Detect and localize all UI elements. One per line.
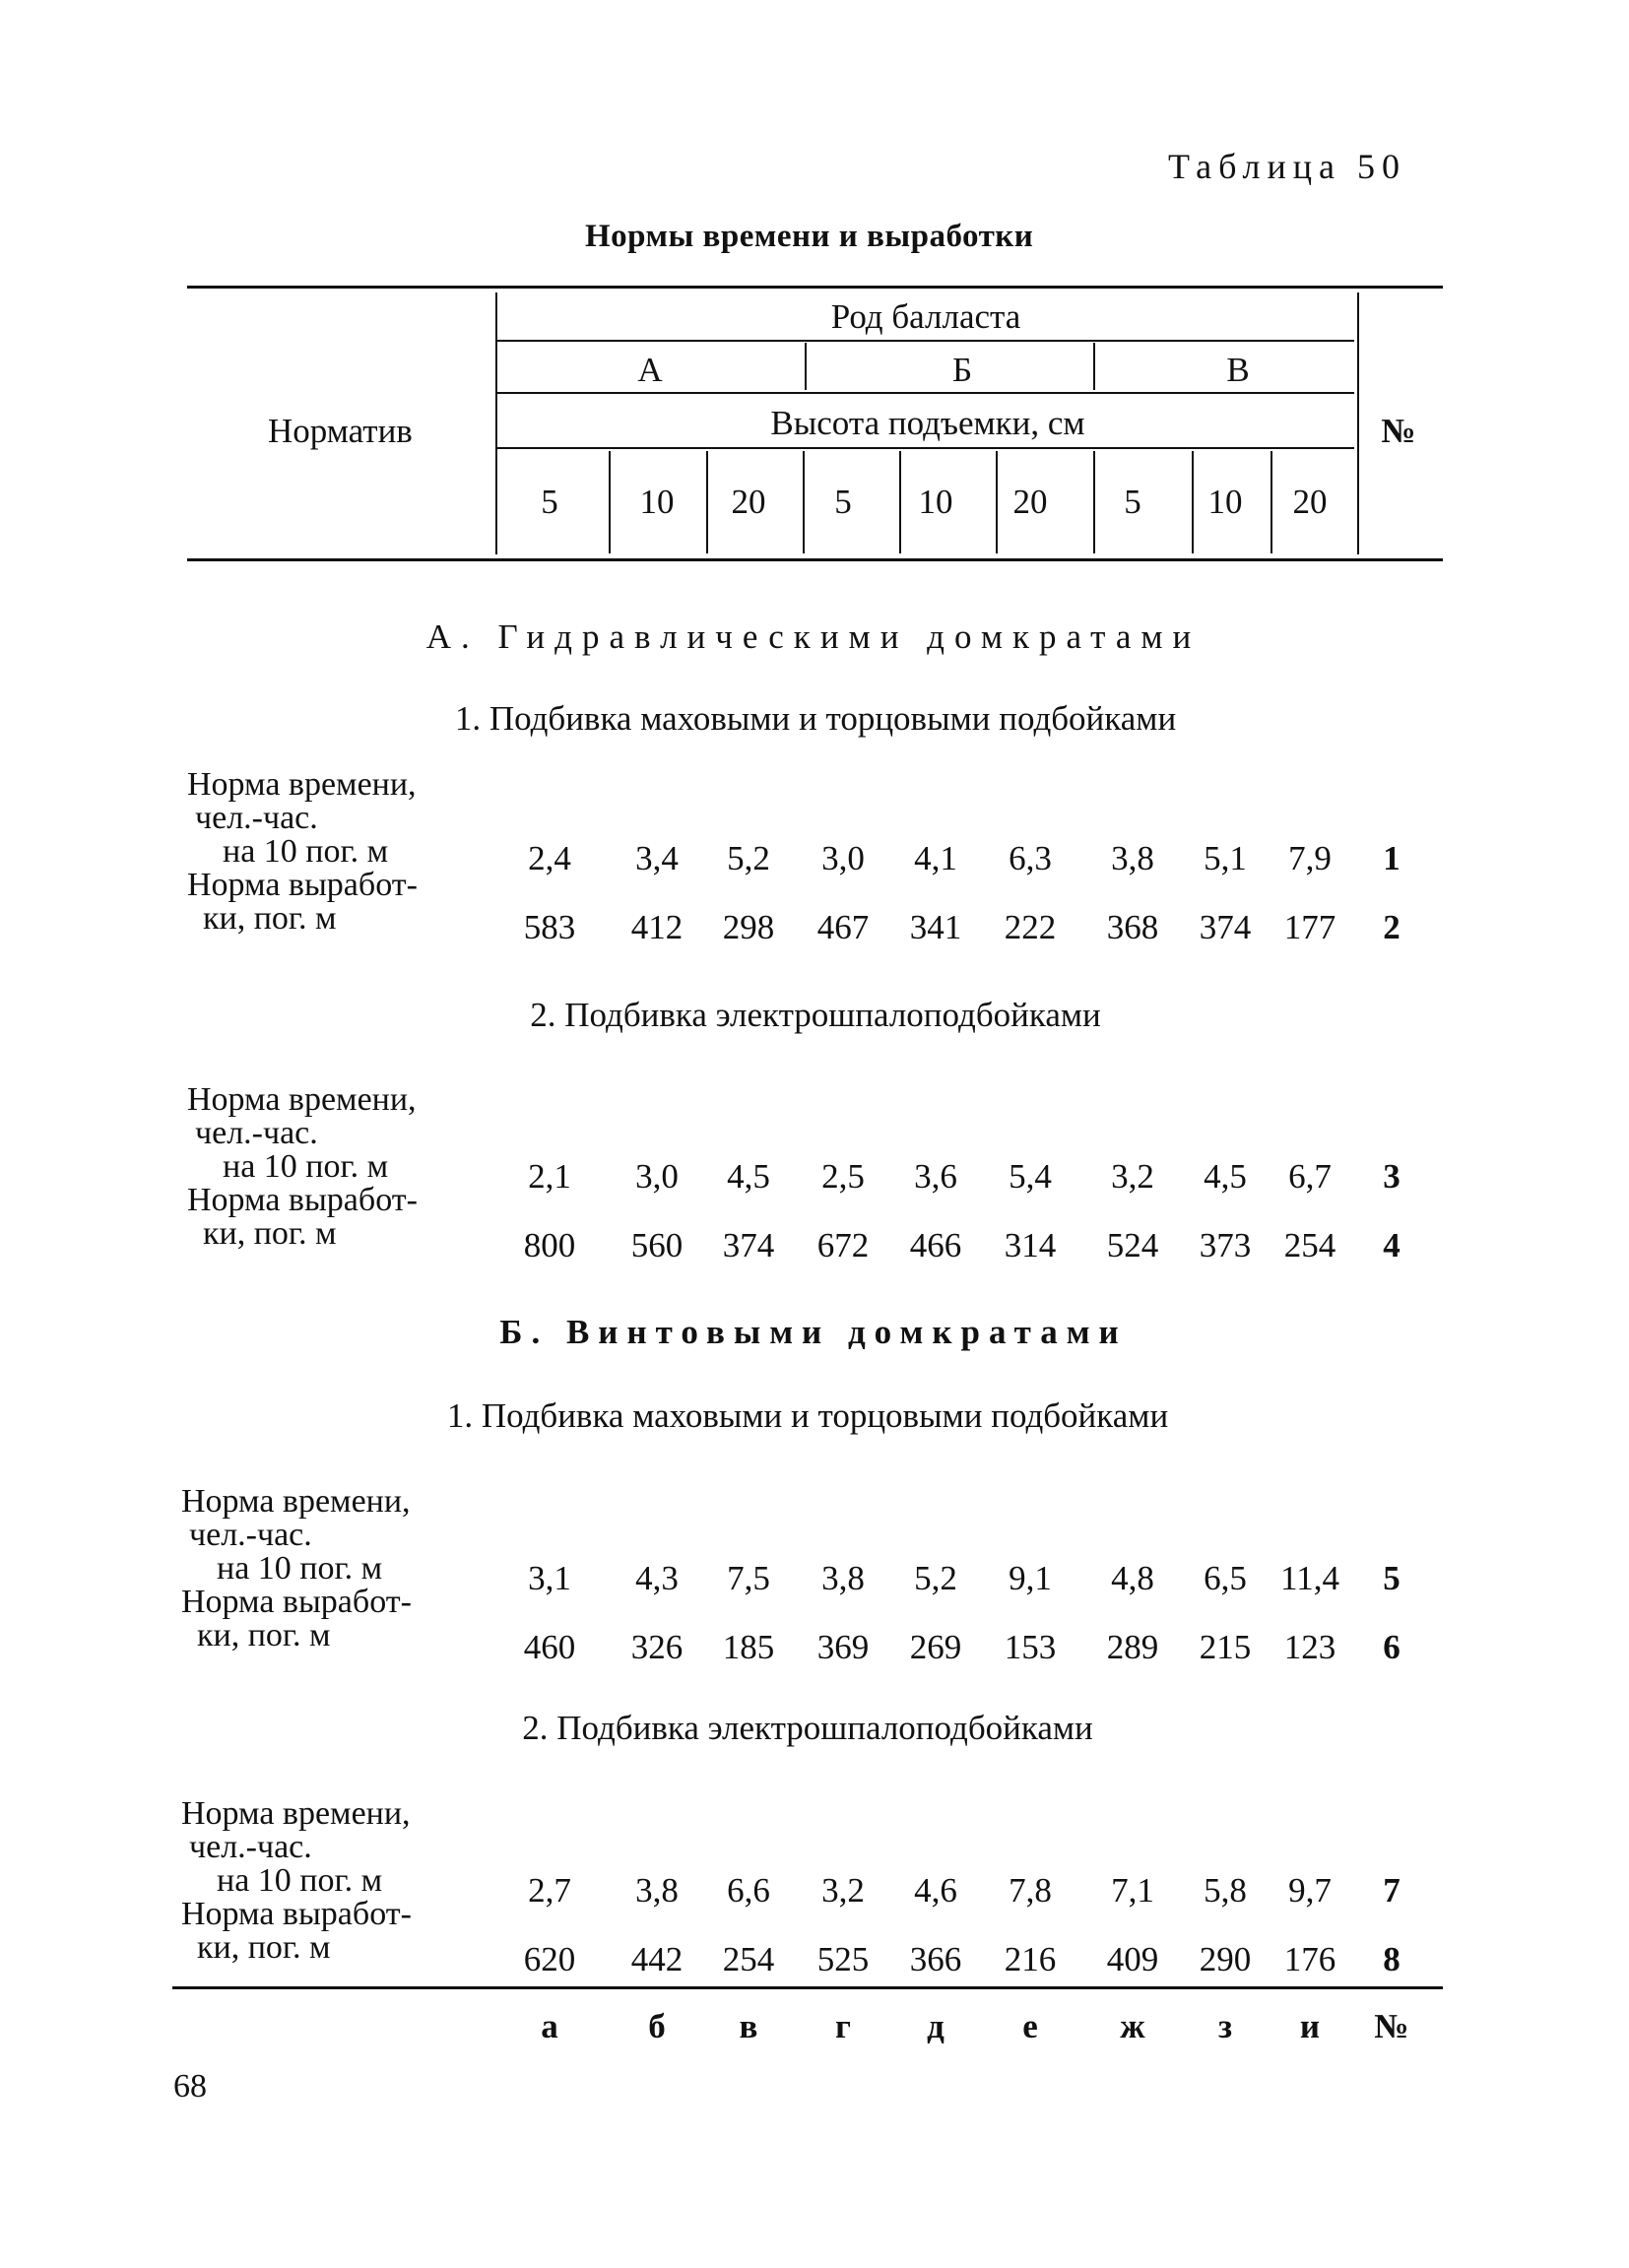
lift-height-rule: [497, 447, 1354, 449]
height-value: 5: [834, 483, 852, 521]
height-divider: [899, 451, 901, 553]
footer-rule: [172, 1986, 1443, 1989]
time-norm-value: 9,7: [1288, 1871, 1332, 1910]
column-letter: а: [541, 2007, 558, 2045]
header-bottom-rule: [187, 558, 1443, 561]
time-norm-value: 2,7: [528, 1871, 571, 1910]
output-norm-label: Норма выработ-: [187, 1182, 418, 1218]
row-number: 4: [1383, 1226, 1401, 1264]
column-letter: д: [927, 2007, 945, 2045]
time-unit-label: чел.-час.: [189, 1829, 312, 1865]
time-norm-value: 2,5: [821, 1157, 865, 1196]
output-norm-value: 409: [1106, 1940, 1159, 1978]
subsection-title: 1. Подбивка маховыми и торцовыми подбойками: [454, 699, 1177, 738]
time-unit-label: чел.-час.: [195, 1115, 318, 1151]
output-norm-value: 524: [1106, 1226, 1159, 1264]
ballast-group-rule: [497, 392, 1354, 394]
section-title: А. Гидравлическими домкратами: [425, 617, 1202, 656]
time-norm-value: 3,4: [635, 839, 679, 877]
output-norm-value: 374: [1199, 908, 1252, 946]
output-norm-value: 289: [1106, 1628, 1159, 1666]
time-unit-label: чел.-час.: [189, 1517, 312, 1553]
height-divider: [1271, 451, 1272, 553]
height-value: 20: [1292, 483, 1328, 521]
output-norm-value: 467: [816, 908, 870, 946]
row-number: 8: [1383, 1940, 1401, 1978]
time-unit-label: чел.-час.: [195, 800, 318, 836]
time-norm-value: 3,8: [821, 1559, 865, 1597]
output-norm-value: 368: [1106, 908, 1159, 946]
table-number-label: Таблица 50: [1168, 147, 1406, 186]
number-column-header: №: [1381, 412, 1416, 450]
output-norm-value: 215: [1199, 1628, 1252, 1666]
time-norm-value: 6,3: [1009, 839, 1052, 877]
output-norm-value: 176: [1283, 1940, 1336, 1978]
row-label-group: [181, 1797, 412, 1965]
output-norm-value: 254: [722, 1940, 775, 1978]
column-letter: ж: [1120, 2007, 1145, 2045]
row-label-group: [181, 1485, 412, 1652]
time-norm-value: 4,3: [635, 1559, 679, 1597]
output-norm-label: Норма выработ-: [181, 1896, 412, 1932]
height-divider: [706, 451, 708, 553]
time-norm-value: 5,4: [1009, 1157, 1052, 1196]
header-top-rule: [187, 286, 1443, 289]
header-left-divider: [495, 292, 497, 554]
output-norm-value: 442: [630, 1940, 684, 1978]
time-norm-value: 3,0: [821, 839, 865, 877]
time-norm-value: 5,2: [914, 1559, 957, 1597]
time-norm-value: 4,5: [1204, 1157, 1247, 1196]
time-norm-value: 5,1: [1204, 839, 1247, 877]
column-number-symbol: №: [1374, 2007, 1409, 2045]
time-norm-value: 7,5: [727, 1559, 770, 1597]
output-norm-value: 460: [523, 1628, 576, 1666]
output-norm-value: 153: [1004, 1628, 1057, 1666]
output-unit-label: ки, пог. м: [197, 1617, 331, 1653]
row-number: 2: [1383, 908, 1401, 946]
time-norm-value: 9,1: [1009, 1559, 1052, 1597]
section-title: Б. Винтовыми домкратами: [499, 1313, 1128, 1351]
time-norm-value: 2,4: [528, 839, 571, 877]
column-letter: в: [739, 2007, 758, 2045]
subsection-title: 1. Подбивка маховыми и торцовыми подбойками: [446, 1396, 1169, 1435]
time-norm-label: Норма времени,: [181, 1483, 411, 1520]
output-norm-value: 216: [1004, 1940, 1057, 1978]
time-norm-value: 3,2: [821, 1871, 865, 1910]
output-norm-value: 222: [1004, 908, 1057, 946]
output-norm-value: 466: [909, 1226, 962, 1264]
column-letter: г: [835, 2007, 851, 2045]
output-norm-value: 326: [630, 1628, 684, 1666]
height-value: 10: [639, 483, 675, 521]
height-divider: [1093, 451, 1095, 553]
time-norm-value: 3,0: [635, 1157, 679, 1196]
time-per-label: на 10 пог. м: [217, 1550, 383, 1587]
height-value: 5: [541, 483, 558, 521]
height-divider: [1192, 451, 1194, 553]
time-norm-value: 11,4: [1280, 1559, 1339, 1597]
time-norm-value: 6,7: [1288, 1157, 1332, 1196]
row-number: 7: [1383, 1871, 1401, 1910]
page-number: 68: [173, 2068, 207, 2105]
group-divider: [805, 343, 807, 390]
time-norm-value: 3,6: [914, 1157, 957, 1196]
time-norm-value: 4,6: [914, 1871, 957, 1910]
height-divider: [609, 451, 611, 553]
time-norm-value: 7,8: [1009, 1871, 1052, 1910]
height-value: 5: [1124, 483, 1141, 521]
output-norm-value: 373: [1199, 1226, 1252, 1264]
row-number: 5: [1383, 1559, 1401, 1597]
time-norm-value: 4,1: [914, 839, 957, 877]
output-norm-value: 366: [909, 1940, 962, 1978]
column-letter: е: [1022, 2007, 1038, 2045]
group-divider: [1093, 343, 1095, 390]
height-value: 20: [731, 483, 766, 521]
time-norm-label: Норма времени,: [181, 1795, 411, 1832]
output-norm-value: 412: [630, 908, 684, 946]
output-norm-value: 369: [816, 1628, 870, 1666]
ballast-group-b: Б: [951, 351, 973, 389]
column-letter: и: [1299, 2007, 1321, 2045]
time-norm-value: 7,1: [1111, 1871, 1154, 1910]
output-unit-label: ки, пог. м: [197, 1929, 331, 1966]
height-value: 10: [1207, 483, 1243, 521]
time-norm-value: 6,5: [1204, 1559, 1247, 1597]
output-norm-label: Норма выработ-: [181, 1584, 412, 1620]
height-divider: [996, 451, 998, 553]
output-norm-value: 269: [909, 1628, 962, 1666]
subsection-title: 2. Подбивка электрошпалоподбойками: [522, 1709, 1093, 1747]
output-norm-value: 560: [630, 1226, 684, 1264]
row-number: 3: [1383, 1157, 1401, 1196]
output-norm-value: 123: [1283, 1628, 1336, 1666]
output-norm-value: 185: [722, 1628, 775, 1666]
output-norm-value: 800: [523, 1226, 576, 1264]
output-norm-value: 374: [722, 1226, 775, 1264]
ballast-type-header: Род балласта: [830, 297, 1021, 336]
subsection-title: 2. Подбивка электрошпалоподбойками: [530, 996, 1101, 1034]
normative-header: Норматив: [268, 412, 413, 450]
output-norm-label: Норма выработ-: [187, 867, 418, 903]
time-norm-value: 3,8: [635, 1871, 679, 1910]
time-norm-value: 2,1: [528, 1157, 571, 1196]
output-unit-label: ки, пог. м: [203, 900, 337, 937]
output-norm-value: 672: [816, 1226, 870, 1264]
ballast-type-rule: [497, 340, 1354, 342]
time-norm-value: 3,1: [528, 1559, 571, 1597]
output-norm-value: 254: [1283, 1226, 1336, 1264]
output-norm-value: 290: [1199, 1940, 1252, 1978]
row-number: 6: [1383, 1628, 1401, 1666]
time-per-label: на 10 пог. м: [217, 1862, 383, 1899]
lift-height-header: Высота подъемки, см: [770, 404, 1085, 442]
time-norm-value: 4,8: [1111, 1559, 1154, 1597]
column-letter: з: [1217, 2007, 1233, 2045]
time-norm-value: 3,8: [1111, 839, 1154, 877]
output-unit-label: ки, пог. м: [203, 1215, 337, 1252]
time-norm-value: 5,2: [727, 839, 770, 877]
header-right-divider: [1357, 292, 1359, 554]
output-norm-value: 525: [816, 1940, 870, 1978]
time-norm-value: 7,9: [1288, 839, 1332, 877]
height-value: 20: [1012, 483, 1048, 521]
time-norm-value: 5,8: [1204, 1871, 1247, 1910]
time-norm-value: 4,5: [727, 1157, 770, 1196]
height-value: 10: [918, 483, 953, 521]
output-norm-value: 620: [523, 1940, 576, 1978]
time-per-label: на 10 пог. м: [223, 833, 389, 870]
row-label-group: [187, 1083, 418, 1251]
time-norm-label: Норма времени,: [187, 1081, 417, 1118]
column-letter: б: [648, 2007, 666, 2045]
row-number: 1: [1383, 839, 1401, 877]
output-norm-value: 341: [909, 908, 962, 946]
time-norm-value: 3,2: [1111, 1157, 1154, 1196]
height-divider: [803, 451, 805, 553]
output-norm-value: 314: [1004, 1226, 1057, 1264]
output-norm-value: 177: [1283, 908, 1336, 946]
output-norm-value: 583: [523, 908, 576, 946]
ballast-group-a: А: [637, 351, 663, 389]
time-per-label: на 10 пог. м: [223, 1148, 389, 1185]
table-title: Нормы времени и выработки: [585, 219, 1034, 254]
ballast-group-v: В: [1226, 351, 1250, 389]
time-norm-label: Норма времени,: [187, 766, 417, 803]
output-norm-value: 298: [722, 908, 775, 946]
time-norm-value: 6,6: [727, 1871, 770, 1910]
row-label-group: [187, 768, 418, 936]
